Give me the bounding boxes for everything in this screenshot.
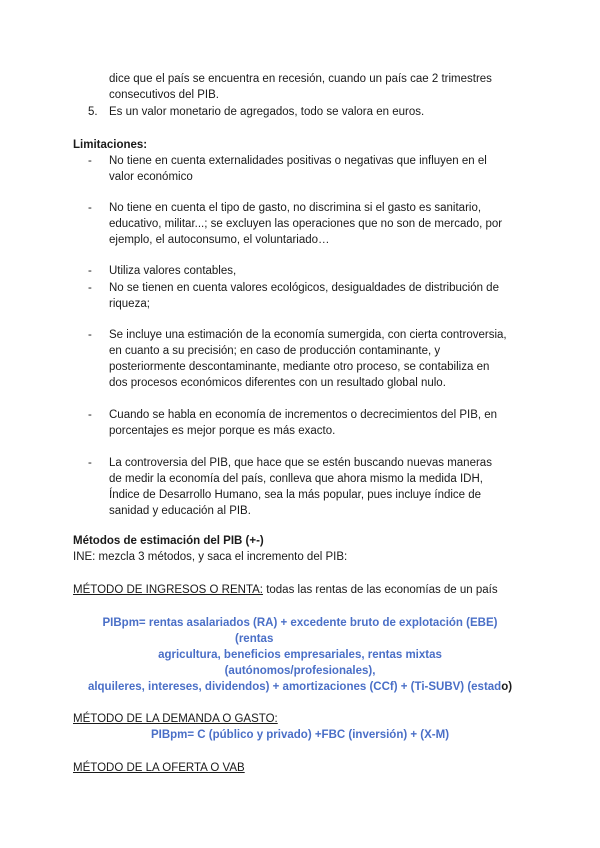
list-item-line: en cuanto a su precisión; en caso de producción contaminante, y — [109, 345, 441, 357]
list-item-line: de medir la economía del país, conlleva que ahora mismo la medida IDH, — [109, 473, 483, 485]
ine-note: INE: mezcla 3 métodos, y saca el incremento del PIB: — [73, 551, 348, 563]
list-item-text — [109, 327, 539, 391]
list-item-line: La controversia del PIB, que hace que se estén buscando nuevas maneras — [109, 457, 492, 469]
dash-bullet: - — [88, 282, 92, 294]
formula-demanda: PIBpm= C (público y privado) +FBC (inversión) + (X-M) — [150, 729, 450, 741]
list-item-line: riqueza; — [109, 298, 150, 310]
dash-bullet: - — [88, 409, 92, 421]
metodo-renta-title: MÉTODO DE INGRESOS O RENTA: — [73, 584, 263, 596]
formula-renta-line: (rentas — [235, 633, 274, 645]
list-item-line: Índice de Desarrollo Humano, sea la más popular, pues incluye índice de — [109, 489, 482, 501]
list-item-line: No tiene en cuenta el tipo de gasto, no discrimina si el gasto es sanitario, — [109, 202, 482, 214]
dash-bullet: - — [88, 329, 92, 341]
list-item-text — [109, 153, 539, 185]
list-item-text — [109, 200, 539, 248]
formula-renta-segment: alquileres, intereses, dividendos) + amortizaciones (CCf) + (Ti-SUBV) (estad — [87, 681, 502, 693]
list-item-line: Se incluye una estimación de la economía sumergida, con cierta controversia, — [109, 329, 507, 341]
metodo-renta-desc: todas las rentas de las economías de un país — [263, 584, 498, 596]
list-item-text — [109, 280, 539, 312]
numbered-marker: 5. — [88, 106, 98, 118]
list-item-line: dos procesos económicos diferentes con un resultado global nulo. — [109, 377, 446, 389]
list-item-text — [109, 455, 539, 519]
list-item-line: valor económico — [109, 171, 193, 183]
metodo-renta-line — [73, 582, 543, 598]
metodo-demanda-title: MÉTODO DE LA DEMANDA O GASTO: — [73, 713, 278, 725]
dash-bullet: - — [88, 202, 92, 214]
formula-renta-last-line — [30, 679, 570, 695]
dash-bullet: - — [88, 265, 92, 277]
list-item-line: Cuando se habla en economía de incrementos o decrecimientos del PIB, en — [109, 409, 498, 421]
metodo-demanda-line — [73, 711, 543, 727]
formula-renta-line: agricultura, beneficios empresariales, rentas mixtas — [158, 649, 442, 661]
dash-bullet: - — [88, 457, 92, 469]
formula-renta-line: PIBpm= rentas asalariados (RA) + excedente bruto de explotación (EBE) — [102, 617, 498, 629]
formula-renta-tail: o) — [501, 681, 513, 693]
formula-renta-line: (autónomos/profesionales), — [224, 665, 376, 677]
dash-bullet: - — [88, 155, 92, 167]
list-item-line: sanidad y educación al PIB. — [109, 505, 251, 517]
limitaciones-heading: Limitaciones: — [73, 139, 148, 151]
list-item-line: No se tienen en cuenta valores ecológicos, desigualdades de distribución de — [109, 282, 499, 294]
metodos-heading: Métodos de estimación del PIB (+-) — [73, 535, 264, 547]
list-item-line: Utiliza valores contables, — [109, 265, 237, 277]
metodo-oferta-title: MÉTODO DE LA OFERTA O VAB — [73, 762, 245, 774]
intro-line-2: consecutivos del PIB. — [109, 89, 219, 101]
list-item-line: ejemplo, el autoconsumo, el voluntariado… — [109, 234, 330, 246]
intro-line-1: dice que el país se encuentra en recesión, cuando un país cae 2 trimestres — [109, 73, 492, 85]
list-item-line: educativo, militar...; se excluyen las operaciones que no son de mercado, por — [109, 218, 503, 230]
list-item-text — [109, 263, 539, 279]
metodo-oferta-line — [73, 760, 543, 776]
list-item-line: posteriormente descontaminante, mediante otro proceso, se contabiliza en — [109, 361, 490, 373]
numbered-item-text: Es un valor monetario de agregados, todo se valora en euros. — [109, 106, 425, 118]
list-item-text — [109, 407, 539, 439]
list-item-line: No tiene en cuenta externalidades positivas o negativas que influyen en el — [109, 155, 487, 167]
list-item-line: porcentajes es mejor porque es más exacto. — [109, 425, 336, 437]
